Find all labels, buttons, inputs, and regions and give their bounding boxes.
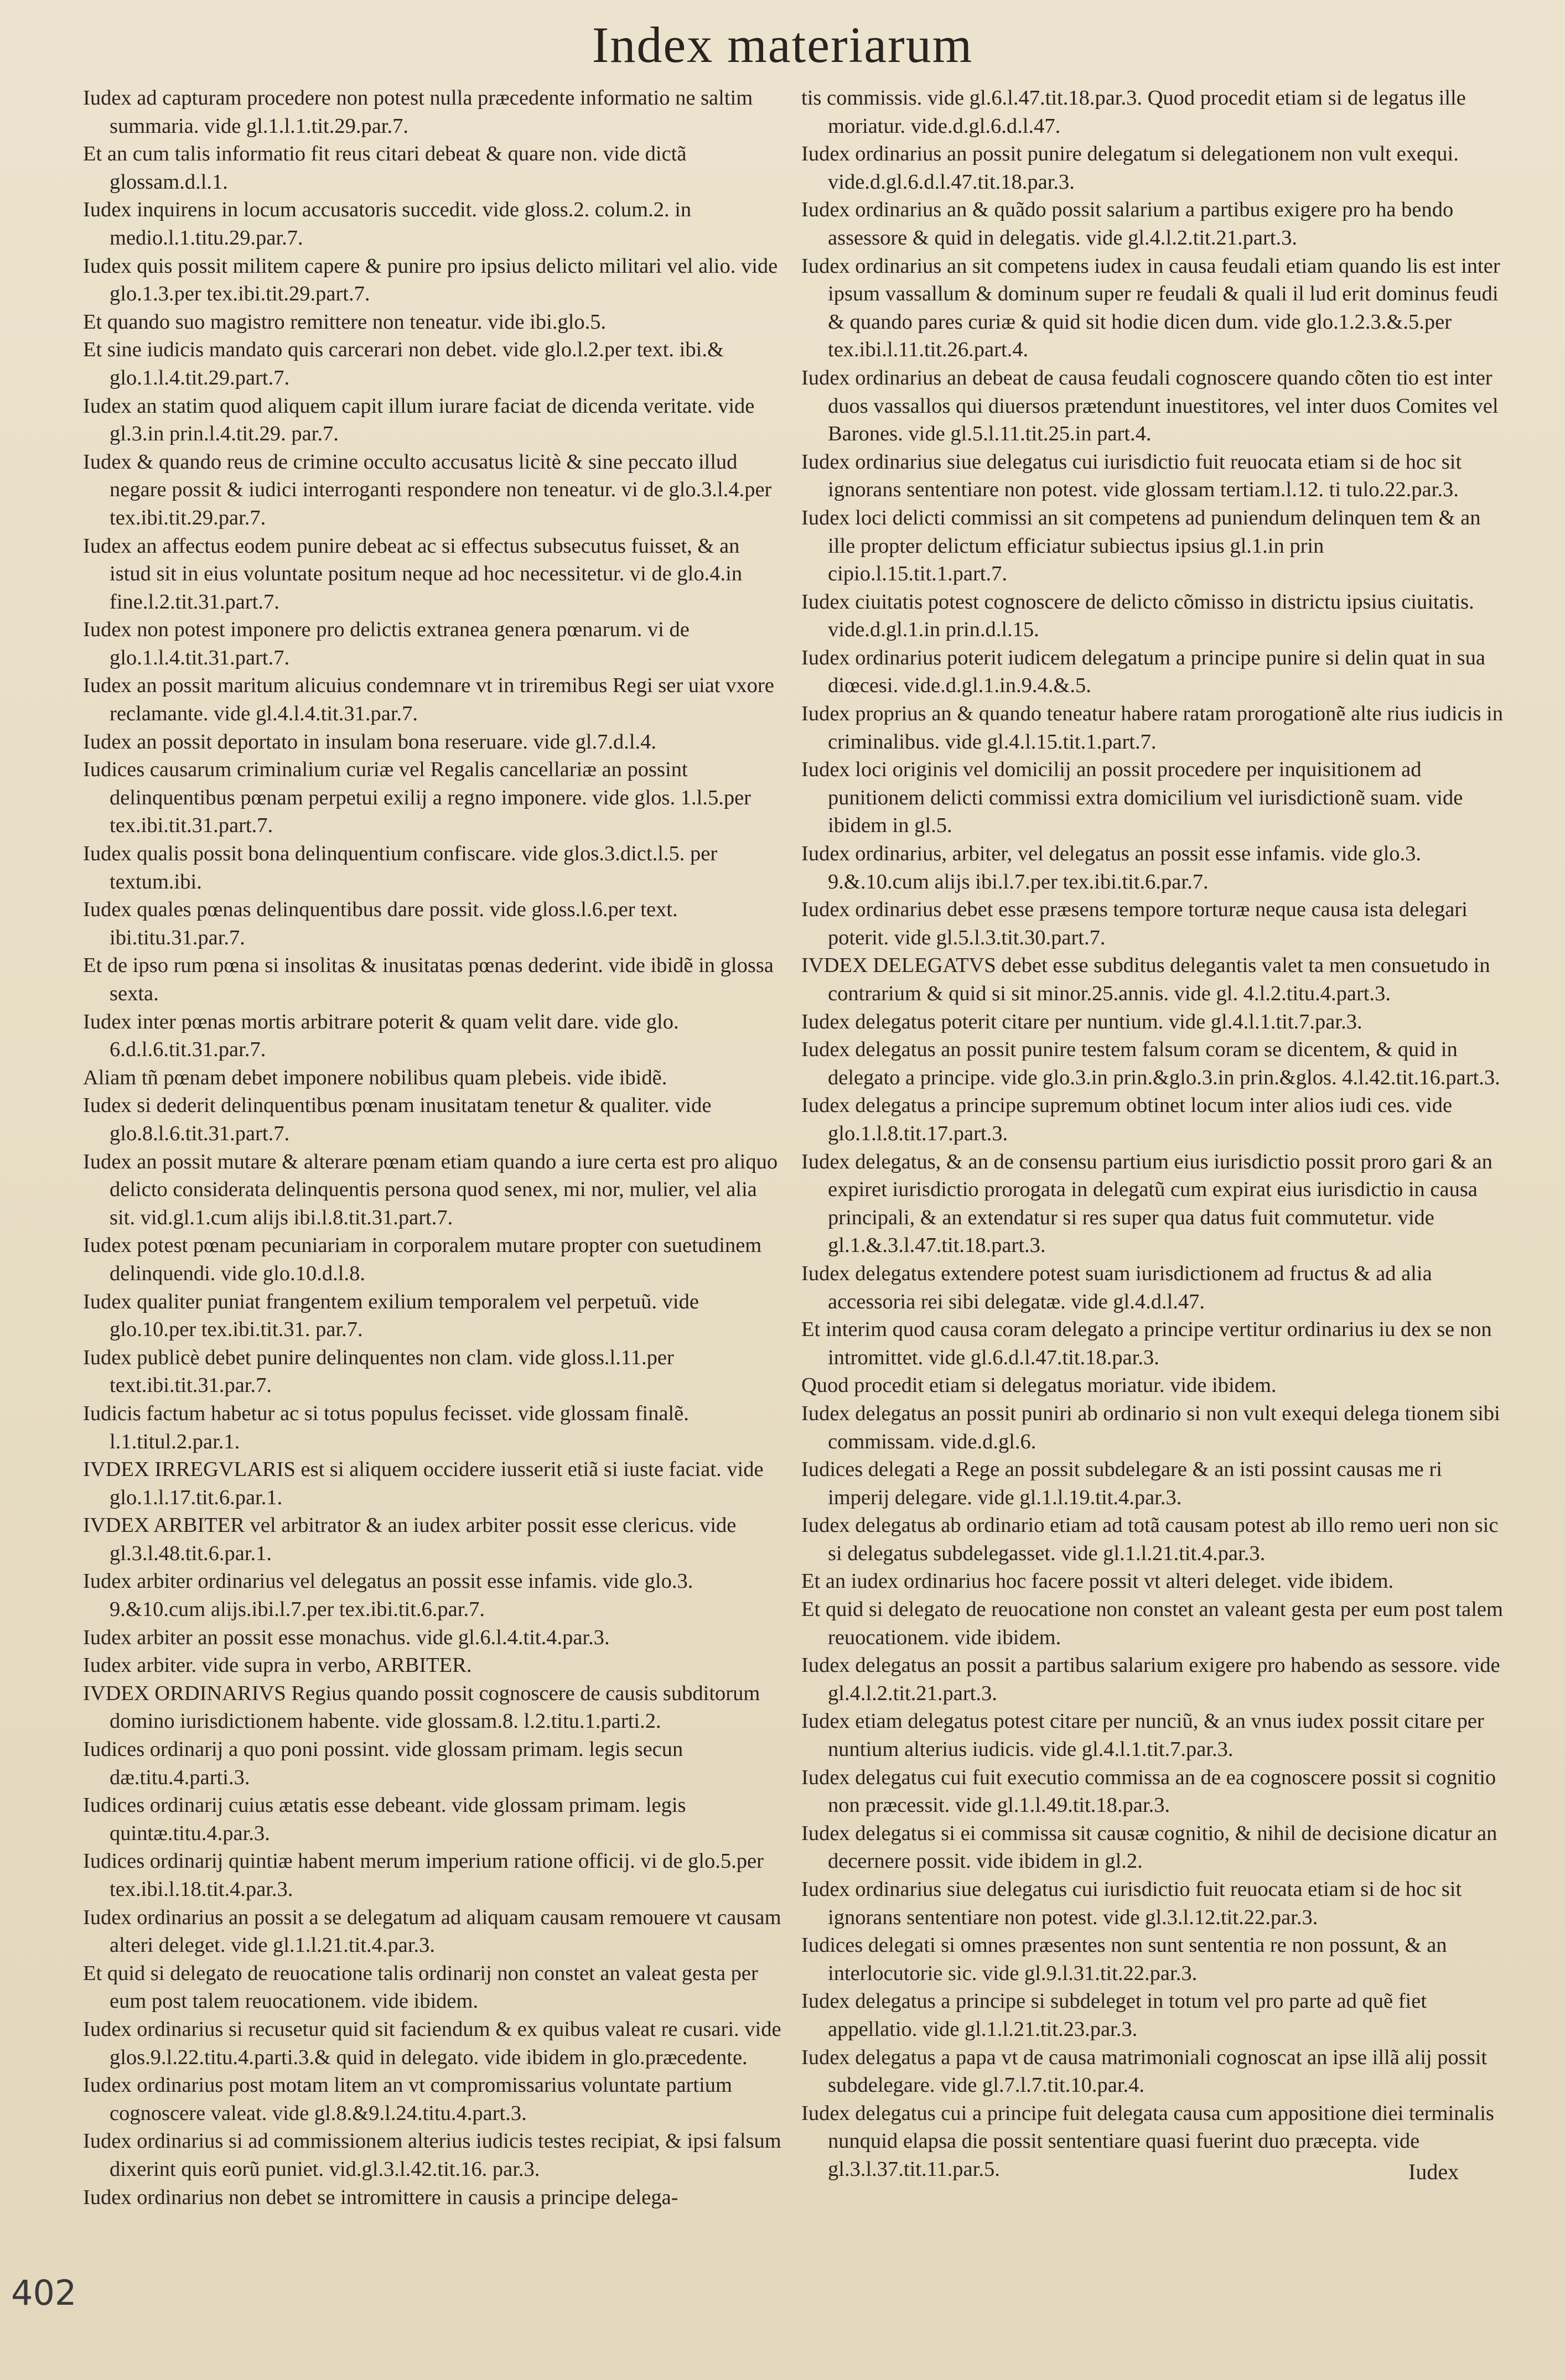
index-entry: Iudex ordinarius, arbiter, vel delegatus an possit esse infamis. vide glo.3. 9.&.10.cum alijs ibi.l.7.per tex.ibi.tit.6.par.7. (801, 842, 1422, 893)
index-entry: Iudex ordinarius post motam litem an vt compromissarius voluntate partium cognoscere valeat. vide gl.8.&9.l.24.titu.4.part.3. (83, 2074, 732, 2125)
index-entry: Iudex quales pœnas delinquentibus dare possit. vide gloss.l.6.per text. ibi.titu.31.par.7. (83, 898, 678, 949)
index-entry: Iudex ciuitatis potest cognoscere de delicto cõmisso in districtu ipsius ciuitatis. vide.d.gl.1.in prin.d.l.15. (801, 590, 1474, 642)
index-entry: Iudex inquirens in locum accusatoris succedit. vide gloss.2. colum.2. in medio.l.1.titu.29.par.7. (83, 198, 692, 250)
index-entry: IVDEX DELEGATVS debet esse subditus delegantis valet ta men consuetudo in contrarium & quid si sit minor.25.annis. vide gl. 4.l.2.titu.4.part.3. (801, 954, 1490, 1005)
index-entry: Iudex delegatus si ei commissa sit causæ cognitio, & nihil de decisione dicatur an decernere possit. vide ibidem in gl.2. (801, 1821, 1497, 1873)
index-entry: Iudices causarum criminalium curiæ vel Regalis cancellariæ an possint delinquentibus pœnam perpetui exilij a regno imponere. vide glos. 1.l.5.per tex.ibi.tit.31.part.7. (83, 758, 752, 838)
index-entry: Iudex loci originis vel domicilij an possit procedere per inquisitionem ad punitionem delicti commissi extra domicilium vel iurisdictionẽ suam. vide ibidem in gl.5. (801, 758, 1463, 838)
index-entry: Iudex arbiter an possit esse monachus. vide gl.6.l.4.tit.4.par.3. (83, 1625, 610, 1649)
index-entry: Et quid si delegato de reuocatione non constet an valeant gesta per eum post talem reuocationem. vide ibidem. (801, 1598, 1503, 1649)
index-entry: Iudex an possit maritum alicuius condemnare vt in triremibus Regi ser uiat vxore reclamante. vide gl.4.l.4.tit.31.par.7. (83, 674, 774, 726)
index-entry: Iudex non potest imponere pro delictis extranea genera pœnarum. vi de glo.1.l.4.tit.31.part.7. (83, 618, 690, 669)
index-entry: Iudex delegatus, & an de consensu partium eius iurisdictio possit proro gari & an expiret iurisdictio prorogata in delegatũ cum expirat eius iurisdictio in causa principali, & an extendatur si res super qua datus fuit commutetur. vide gl.1.&.3.l.47.tit.18.part.3. (801, 1150, 1493, 1257)
index-entry: Iudex ordinarius siue delegatus cui iurisdictio fuit reuocata etiam si de hoc sit ignorans sententiare non potest. vide glossam tertiam.l.12. ti tulo.22.par.3. (801, 450, 1462, 502)
index-entry: Iudex si dederit delinquentibus pœnam inusitatam tenetur & qualiter. vide glo.8.l.6.tit.31.part.7. (83, 1094, 712, 1145)
index-entry: Iudex delegatus a papa vt de causa matrimoniali cognoscat an ipse illã alij possit subdelegare. vide gl.7.l.7.tit.10.par.4. (801, 2045, 1488, 2097)
index-entry: Iudex delegatus ab ordinario etiam ad totã causam potest ab illo remo ueri non sic si delegatus subdelegasset. vide gl.1.l.21.tit.4.par.3. (801, 1514, 1499, 1565)
index-entry: Et sine iudicis mandato quis carcerari non debet. vide glo.l.2.per text. ibi.& glo.1.l.4.tit.29.part.7. (83, 338, 724, 389)
index-entry: Iudex delegatus a principe supremum obtinet locum inter alios iudi ces. vide glo.1.l.8.tit.17.part.3. (801, 1094, 1453, 1145)
index-entry: Iudices ordinarij quintiæ habent merum imperium ratione officij. vi de glo.5.per tex.ibi.l.18.tit.4.par.3. (83, 1849, 764, 1901)
index-entry: Iudex ordinarius an possit a se delegatum ad aliquam causam remouere vt causam alteri deleget. vide gl.1.l.21.tit.4.par.3. (83, 1905, 781, 1957)
running-head: Index materiarum (592, 17, 973, 73)
index-entry: Iudex quis possit militem capere & punire pro ipsius delicto militari vel alio. vide glo.1.3.per tex.ibi.tit.29.part.7. (83, 254, 778, 306)
index-entry: Iudex proprius an & quando teneatur habere ratam prorogationẽ alte rius iudicis in criminalibus. vide gl.4.l.15.tit.1.part.7. (801, 702, 1503, 754)
handwritten-folio-number: 402 (11, 2273, 77, 2313)
index-entry: Iudex an possit deportato in insulam bona reseruare. vide gl.7.d.l.4. (83, 730, 657, 754)
index-entry: Et quando suo magistro remittere non teneatur. vide ibi.glo.5. (83, 310, 607, 334)
index-entry: Iudex qualiter puniat frangentem exilium temporalem vel perpetuũ. vide glo.10.per tex.ibi.tit.31. par.7. (83, 1290, 699, 1342)
index-entry: Et an cum talis informatio fit reus citari debeat & quare non. vide dictã glossam.d.l.1. (83, 142, 687, 194)
index-entry: Iudex ordinarius an debeat de causa feudali cognoscere quando cõten tio est inter duos vassallos qui diuersos prætendunt inuestitores, vel inter duos Comites vel Barones. vide gl.5.l.11.tit.25.in part.4. (801, 366, 1499, 446)
index-entry: Iudices delegati si omnes præsentes non sunt sententia re non possunt, & an interlocutorie sic. vide gl.9.l.31.tit.22.par.3. (801, 1934, 1447, 1985)
index-entry: IVDEX ORDINARIVS Regius quando possit cognoscere de causis subditorum domino iurisdictionem habente. vide glossam.8. l.2.titu.1.parti.2. (83, 1681, 760, 1733)
right-column (801, 84, 1504, 2184)
index-entry: Iudex arbiter. vide supra in verbo, ARBITER. (83, 1654, 472, 1677)
index-entry: Et an iudex ordinarius hoc facere possit vt alteri deleget. vide ibidem. (801, 1570, 1394, 1593)
index-entry: Iudex delegatus extendere potest suam iurisdictionem ad fructus & ad alia accessoria rei sibi delegatæ. vide gl.4.d.l.47. (801, 1261, 1432, 1313)
index-entry: Iudex etiam delegatus potest citare per nunciũ, & an vnus iudex possit citare per nuntium alterius iudicis. vide gl.4.l.1.tit.7.par.3. (801, 1709, 1484, 1761)
index-entry: Iudex inter pœnas mortis arbitrare poterit & quam velit dare. vide glo. 6.d.l.6.tit.31.par.7. (83, 1010, 679, 1062)
index-entry: Iudices delegati a Rege an possit subdelegare & an isti possint causas me ri imperij delegare. vide gl.1.l.19.tit.4.par.3. (801, 1458, 1442, 1509)
index-entry: Iudex an affectus eodem punire debeat ac si effectus subsecutus fuisset, & an istud sit in eius voluntate positum neque ad hoc necessitetur. vi de glo.4.in fine.l.2.tit.31.part.7. (83, 534, 743, 614)
index-entry: Iudex an statim quod aliquem capit illum iurare faciat de dicenda veritate. vide gl.3.in prin.l.4.tit.29. par.7. (83, 394, 755, 446)
index-entry: Iudex ordinarius poterit iudicem delegatum a principe punire si delin quat in sua diœcesi. vide.d.gl.1.in.9.4.&.5. (801, 646, 1485, 698)
index-entry: Iudex delegatus a principe si subdeleget in totum vel pro parte ad quẽ fiet appellatio. vide gl.1.l.21.tit.23.par.3. (801, 1989, 1427, 2041)
index-entry: Et interim quod causa coram delegato a principe vertitur ordinarius iu dex se non intromittet. vide gl.6.d.l.47.tit.18.par.3. (801, 1318, 1492, 1369)
index-entry: Iudex delegatus an possit puniri ab ordinario si non vult exequi delega tionem sibi commissam. vide.d.gl.6. (801, 1401, 1500, 1453)
index-entry: Iudex delegatus cui fuit executio commissa an de ea cognoscere possit si cognitio non præcessit. vide gl.1.l.49.tit.18.par.3. (801, 1765, 1496, 1817)
index-entry: Iudex an possit mutare & alterare pœnam etiam quando a iure certa est pro aliquo delicto considerata delinquentis persona quod senex, mi nor, mulier, vel alia sit. vid.gl.1.cum alijs ibi.l.8.tit.31.part.7. (83, 1150, 778, 1229)
index-entry: Iudex ordinarius siue delegatus cui iurisdictio fuit reuocata etiam si de hoc sit ignorans sententiare non potest. vide gl.3.l.12.tit.22.par.3. (801, 1878, 1462, 1929)
index-entry: Iudicis factum habetur ac si totus populus fecisset. vide glossam finalẽ. l.1.titul.2.par.1. (83, 1401, 689, 1453)
index-entry: Iudex ordinarius an possit punire delegatum si delegationem non vult exequi. vide.d.gl.6.d.l.47.tit.18.par.3. (801, 142, 1459, 194)
index-entry: Iudex ordinarius non debet se intromittere in causis a principe delega- (83, 2185, 678, 2209)
index-entry: Iudex qualis possit bona delinquentium confiscare. vide glos.3.dict.l.5. per textum.ibi. (83, 842, 718, 893)
index-entry: Iudex arbiter ordinarius vel delegatus an possit esse infamis. vide glo.3. 9.&10.cum alijs.ibi.l.7.per tex.ibi.tit.6.par.7. (83, 1570, 693, 1622)
index-entry: Iudices ordinarij a quo poni possint. vide glossam primam. legis secun dæ.titu.4.parti.3. (83, 1738, 683, 1789)
index-entry: Iudex ordinarius an sit competens iudex in causa feudali etiam quando lis est inter ipsum vassallum & dominum super re feudali & quali il lud erit dominus feudi & quando pares curiæ & quid sit hodie dicen dum. vide glo.1.2.3.&.5.per tex.ibi.l.11.tit.26.part.4. (801, 254, 1500, 362)
index-entry: tis commissis. vide gl.6.l.47.tit.18.par.3. Quod procedit etiam si de legatus ille moriatur. vide.d.gl.6.d.l.47. (801, 86, 1466, 138)
left-column (83, 84, 786, 2211)
index-entry: Aliam tñ pœnam debet imponere nobilibus quam plebeis. vide ibidẽ. (83, 1066, 667, 1089)
index-entry: Iudices ordinarij cuius ætatis esse debeant. vide glossam primam. legis quintæ.titu.4.par.3. (83, 1794, 686, 1845)
index-entry: Iudex potest pœnam pecuniariam in corporalem mutare propter con suetudinem delinquendi. vide glo.10.d.l.8. (83, 1234, 762, 1285)
index-entry: Iudex publicè debet punire delinquentes non clam. vide gloss.l.11.per text.ibi.tit.31.par.7. (83, 1345, 674, 1397)
index-entry: Iudex ordinarius si recusetur quid sit faciendum & ex quibus valeat re cusari. vide glos.9.l.22.titu.4.parti.3.& quid in delegato. vide ibidem in glo.præcedente. (83, 2017, 781, 2069)
index-entry: Et de ipso rum pœna si insolitas & inusitatas pœnas dederint. vide ibidẽ in glossa sexta. (83, 954, 774, 1005)
index-entry: Iudex ordinarius debet esse præsens tempore torturæ neque causa ista delegari poterit. vide gl.5.l.3.tit.30.part.7. (801, 898, 1468, 949)
index-entry: IVDEX ARBITER vel arbitrator & an iudex arbiter possit esse clericus. vide gl.3.l.48.tit.6.par.1. (83, 1514, 737, 1565)
index-entry: Iudex ordinarius an & quãdo possit salarium a partibus exigere pro ha bendo assessore & quid in delegatis. vide gl.4.l.2.tit.21.part.3. (801, 198, 1454, 250)
index-entry: Iudex & quando reus de crimine occulto accusatus licitè & sine peccato illud negare possit & iudici interroganti respondere non teneatur. vi de glo.3.l.4.per tex.ibi.tit.29.par.7. (83, 450, 772, 529)
index-entry: Iudex ordinarius si ad commissionem alterius iudicis testes recipiat, & ipsi falsum dixerint quis eorũ puniet. vid.gl.3.l.42.tit.16. par.3. (83, 2129, 781, 2181)
index-entry: Et quid si delegato de reuocatione talis ordinarij non constet an valeat gesta per eum post talem reuocationem. vide ibidem. (83, 1961, 758, 2013)
index-entry: Iudex delegatus poterit citare per nuntium. vide gl.4.l.1.tit.7.par.3. (801, 1010, 1362, 1033)
index-entry: Iudex delegatus an possit punire testem falsum coram se dicentem, & quid in delegato a principe. vide glo.3.in prin.&glo.3.in prin.&glos. 4.l.42.tit.16.part.3. (801, 1038, 1500, 1089)
index-entry: IVDEX IRREGVLARIS est si aliquem occidere iusserit etiã si iuste faciat. vide glo.1.l.17.tit.6.par.1. (83, 1458, 764, 1509)
index-entry: Quod procedit etiam si delegatus moriatur. vide ibidem. (801, 1374, 1277, 1397)
catchword: Iudex (1408, 2159, 1459, 2184)
index-entry: Iudex ad capturam procedere non potest nulla præcedente informatio ne saltim summaria. vide gl.1.l.1.tit.29.par.7. (83, 86, 753, 138)
index-entry: Iudex loci delicti commissi an sit competens ad puniendum delinquen tem & an ille propter delictum efficiatur subiectus ipsius gl.1.in prin cipio.l.15.tit.1.part.7. (801, 506, 1481, 586)
index-entry: Iudex delegatus an possit a partibus salarium exigere pro habendo as sessore. vide gl.4.l.2.tit.21.part.3. (801, 1654, 1500, 1705)
index-entry: Iudex delegatus cui a principe fuit delegata causa cum appositione diei terminalis nunquid elapsa die possit sententiare quasi fuerint duo præcepta. vide gl.3.l.37.tit.11.par.5. (801, 2101, 1494, 2181)
